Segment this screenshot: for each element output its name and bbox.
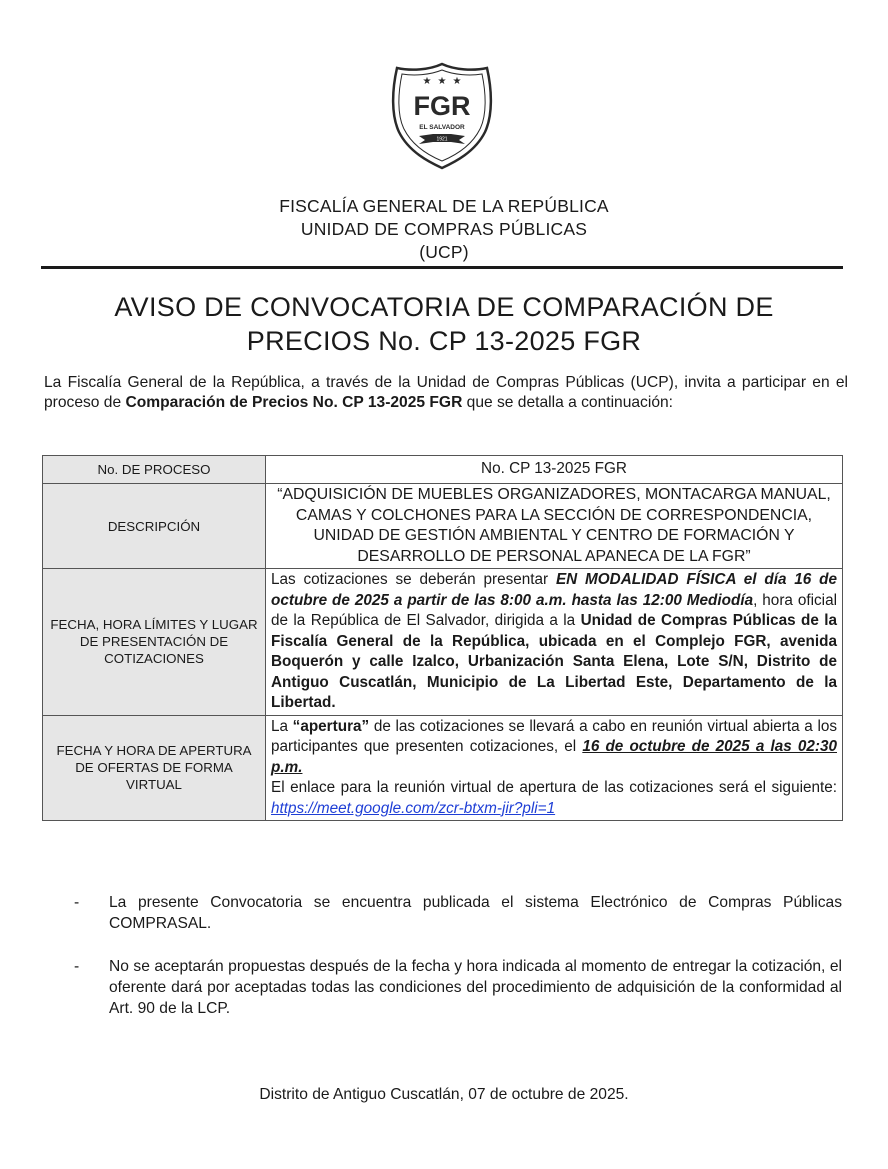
intro-paragraph	[44, 373, 848, 413]
intro-process-name: Comparación de Precios No. CP 13-2025 FGR	[125, 394, 463, 411]
intro-text-1: La Fiscalía General de la República, a través de la Unidad de Compras Públicas (UCP), invita a participar en el proceso de	[44, 374, 848, 411]
opening-text-2: de las cotizaciones se llevará a cabo en reunión virtual abierta a los participantes que presenten cotizaciones, el	[271, 717, 837, 755]
table-row	[43, 484, 843, 569]
bullet-marker: -	[74, 958, 80, 975]
table-row	[43, 456, 843, 484]
process-description: “ADQUISICIÓN DE MUEBLES ORGANIZADORES, MONTACARGA MANUAL, CAMAS Y COLCHONES PARA LA SECCIÓN DE CORRESPONDENCIA, UNIDAD DE GESTIÓN AMBIENTAL Y CENTRO DE FORMACIÓN Y DESARROLLO DE PERSONAL APANECA DE LA FGR”	[266, 484, 843, 569]
logo-country: EL SALVADOR	[419, 124, 465, 131]
svg-text:★: ★	[422, 76, 432, 87]
fgr-shield-logo-icon	[389, 60, 495, 172]
row-label: DESCRIPCIÓN	[43, 484, 266, 569]
header-divider	[41, 266, 843, 269]
title-line-1: AVISO DE CONVOCATORIA DE COMPARACIÓN DE	[114, 292, 774, 322]
meeting-link[interactable]: https://meet.google.com/zcr-btxm-jir?pli=1	[271, 799, 556, 817]
row-label: No. DE PROCESO	[43, 456, 266, 484]
page-title	[0, 290, 888, 358]
submission-details	[266, 569, 843, 716]
process-number: No. CP 13-2025 FGR	[266, 456, 843, 484]
unit-name: UNIDAD DE COMPRAS PÚBLICAS	[300, 219, 588, 239]
submission-address: Unidad de Compras Públicas de la Fiscalía General de la República, ubicada en el Complejo FGR, avenida Boquerón y calle Izalco, Urbanización Santa Elena, Lote S/N, Distrito de Antiguo Cuscatlán, Municipio de La Libertad Este, Departamento de la Libertad.	[271, 612, 838, 711]
logo-ribbon: 1921	[436, 136, 448, 143]
opening-link-intro: El enlace para la reunión virtual de apertura de las cotizaciones será el siguiente:	[271, 779, 837, 796]
bullet-marker: -	[74, 894, 80, 911]
place-and-date: Distrito de Antiguo Cuscatlán, 07 de octubre de 2025.	[259, 1086, 629, 1103]
table-row	[43, 715, 843, 821]
row-label: FECHA Y HORA DE APERTURA DE OFERTAS DE FORMA VIRTUAL	[43, 715, 266, 821]
list-item	[74, 892, 842, 934]
logo-initials: FGR	[413, 91, 471, 121]
unit-abbreviation: (UCP)	[419, 242, 469, 262]
submission-text: Las cotizaciones se deberán presentar	[271, 571, 556, 588]
submission-text-2: , hora oficial de la República de El Salvador, dirigida a la	[271, 591, 837, 629]
svg-text:★: ★	[452, 76, 462, 87]
title-line-2: PRECIOS No. CP 13-2025 FGR	[246, 326, 642, 356]
opening-date: 16 de octubre de 2025 a las 02:30 p.m.	[271, 738, 837, 776]
list-item	[74, 956, 842, 1019]
table-row	[43, 569, 843, 716]
svg-text:★: ★	[437, 76, 447, 87]
opening-keyword: “apertura”	[292, 717, 370, 735]
opening-details	[266, 715, 843, 821]
intro-text-2: que se detalla a continuación:	[462, 394, 673, 411]
notes-list	[74, 892, 842, 1041]
opening-text: La	[271, 717, 293, 735]
note-text: La presente Convocatoria se encuentra publicada el sistema Electrónico de Compras Públicas COMPRASAL.	[109, 894, 842, 932]
submission-date: EN MODALIDAD FÍSICA el día 16 de octubre de 2025 a partir de las 8:00 a.m. hasta las 12:00 Mediodía	[271, 571, 837, 609]
institution-name: FISCALÍA GENERAL DE LA REPÚBLICA	[279, 196, 609, 216]
note-text: No se aceptarán propuestas después de la fecha y hora indicada al momento de entregar la cotización, el oferente dará por aceptadas todas las condiciones del procedimiento de adquisición de la conformidad al Art. 90 de la LCP.	[109, 958, 842, 1017]
row-label: FECHA, HORA LÍMITES Y LUGAR DE PRESENTACIÓN DE COTIZACIONES	[43, 569, 266, 716]
process-details-table	[42, 455, 843, 821]
